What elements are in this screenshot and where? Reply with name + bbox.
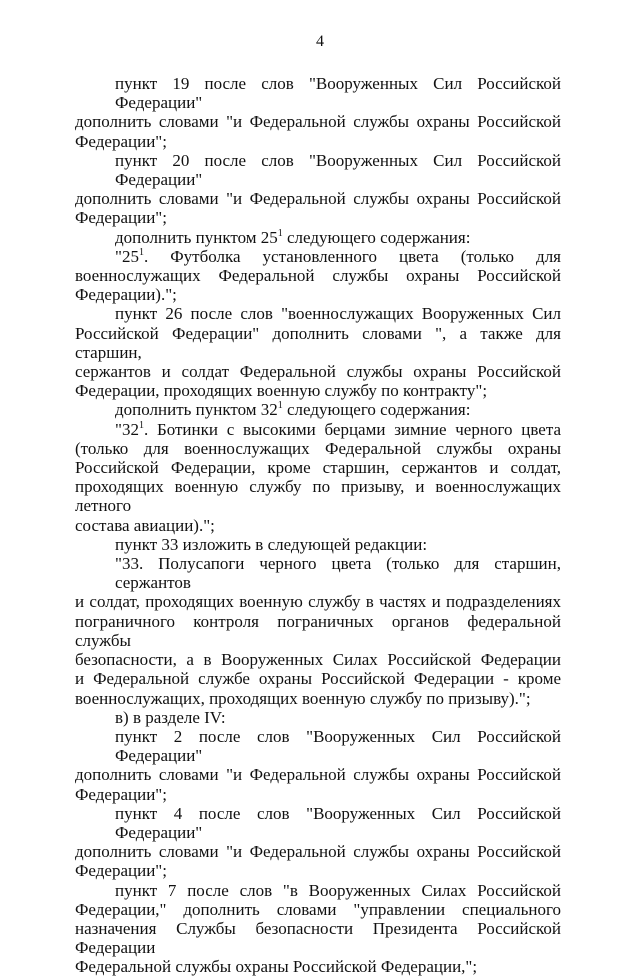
text-line: пункт 20 после слов "Вооруженных Сил Российской Федерации" bbox=[115, 150, 561, 190]
text-line bbox=[75, 420, 561, 439]
text-line: пограничного контроля пограничных органов федеральной службы bbox=[75, 611, 561, 650]
document-body bbox=[75, 74, 561, 977]
text-line: в) в разделе IV: bbox=[115, 707, 226, 727]
paragraph-punkt-20 bbox=[75, 151, 561, 228]
text-line: сержантов и солдат Федеральной службы охраны Российской bbox=[75, 362, 561, 382]
text-line: и солдат, проходящих военную службу в частях и подразделениях bbox=[75, 592, 561, 612]
text-line: пункт 4 после слов "Вооруженных Сил Российской Федерации" bbox=[115, 803, 561, 842]
paragraph-section-iv-punkt-7 bbox=[75, 881, 561, 977]
text-line: дополнить словами "и Федеральной службы охраны Российской bbox=[75, 842, 561, 862]
text-line: Федерации"; bbox=[75, 861, 167, 881]
text-fragment: "32 bbox=[115, 419, 139, 439]
text-line: (только для военнослужащих Федеральной службы охраны bbox=[75, 438, 561, 458]
text-line: пункт 26 после слов "военнослужащих Вооруженных Сил bbox=[115, 304, 561, 324]
text-fragment: следующего содержания: bbox=[282, 227, 471, 247]
page-number: 4 bbox=[316, 33, 324, 50]
text-line: Федерации"; bbox=[75, 784, 167, 804]
text-line: проходящих военную службу по призыву, и военнослужащих летного bbox=[75, 477, 561, 516]
text-line: дополнить словами "и Федеральной службы охраны Российской bbox=[75, 765, 561, 785]
text-line: Российской Федерации" дополнить словами ", а также для старшин, bbox=[75, 323, 561, 362]
text-line: состава авиации)."; bbox=[75, 515, 215, 535]
paragraph-section-iv-punkt-4 bbox=[75, 804, 561, 881]
text-line: пункт 7 после слов "в Вооруженных Силах Российской bbox=[115, 880, 561, 900]
text-line bbox=[75, 247, 561, 266]
paragraph-punkt-32-1-text bbox=[75, 420, 561, 535]
text-line: и Федеральной службе охраны Российской Федерации - кроме bbox=[75, 669, 561, 689]
paragraph-punkt-26 bbox=[75, 304, 561, 400]
text-line: Российской Федерации, кроме старшин, сержантов и солдат, bbox=[75, 458, 561, 478]
paragraph-punkt-19 bbox=[75, 74, 561, 151]
paragraph-section-iv bbox=[75, 708, 561, 727]
text-fragment: следующего содержания: bbox=[282, 400, 471, 420]
text-line: назначения Службы безопасности Президента Российской Федерации bbox=[75, 918, 561, 958]
text-fragment: дополнить пунктом 25 bbox=[115, 227, 278, 247]
text-line: Федерации, проходящих военную службу по контракту"; bbox=[75, 381, 488, 401]
text-fragment: . Ботинки с высокими берцами зимние черного цвета bbox=[143, 419, 561, 439]
text-line: дополнить словами "и Федеральной службы охраны Российской bbox=[75, 112, 561, 132]
text-line: дополнить словами "и Федеральной службы охраны Российской bbox=[75, 189, 561, 209]
superscript: 1 bbox=[277, 227, 283, 239]
paragraph-section-iv-punkt-2 bbox=[75, 727, 561, 804]
text-line: пункт 19 после слов "Вооруженных Сил Российской Федерации" bbox=[115, 74, 561, 113]
paragraph-punkt-33 bbox=[75, 535, 561, 554]
text-line: "33. Полусапоги черного цвета (только для старшин, сержантов bbox=[115, 554, 561, 593]
text-fragment: дополнить пунктом 32 bbox=[115, 400, 278, 420]
paragraph-add-punkt-32-1 bbox=[75, 400, 561, 419]
text-fragment: "25 bbox=[115, 246, 139, 266]
text-line: Федерации," дополнить словами "управлении специального bbox=[75, 899, 561, 919]
text-line: Федерации"; bbox=[75, 131, 167, 151]
text-line: военнослужащих, проходящих военную службу по призыву)."; bbox=[75, 688, 531, 708]
superscript: 1 bbox=[138, 246, 144, 258]
text-line: безопасности, а в Вооруженных Силах Российской Федерации bbox=[75, 650, 561, 670]
text-line: пункт 2 после слов "Вооруженных Сил Российской Федерации" bbox=[115, 726, 561, 766]
paragraph-punkt-33-text bbox=[75, 554, 561, 708]
text-line: Федерации"; bbox=[75, 208, 167, 228]
text-line: Федеральной службы охраны Российской Федерации,"; bbox=[75, 957, 478, 977]
text-line: военнослужащих Федеральной службы охраны Российской bbox=[75, 266, 561, 286]
text-fragment: . Футболка установленного цвета (только для bbox=[143, 246, 561, 266]
text-line: пункт 33 изложить в следующей редакции: bbox=[115, 534, 428, 554]
text-line: Федерации)."; bbox=[75, 285, 177, 305]
text-line bbox=[75, 228, 561, 247]
superscript: 1 bbox=[138, 419, 144, 431]
text-line bbox=[75, 400, 561, 419]
superscript: 1 bbox=[277, 400, 283, 412]
paragraph-add-punkt-25-1 bbox=[75, 228, 561, 247]
paragraph-punkt-25-1-text bbox=[75, 247, 561, 305]
